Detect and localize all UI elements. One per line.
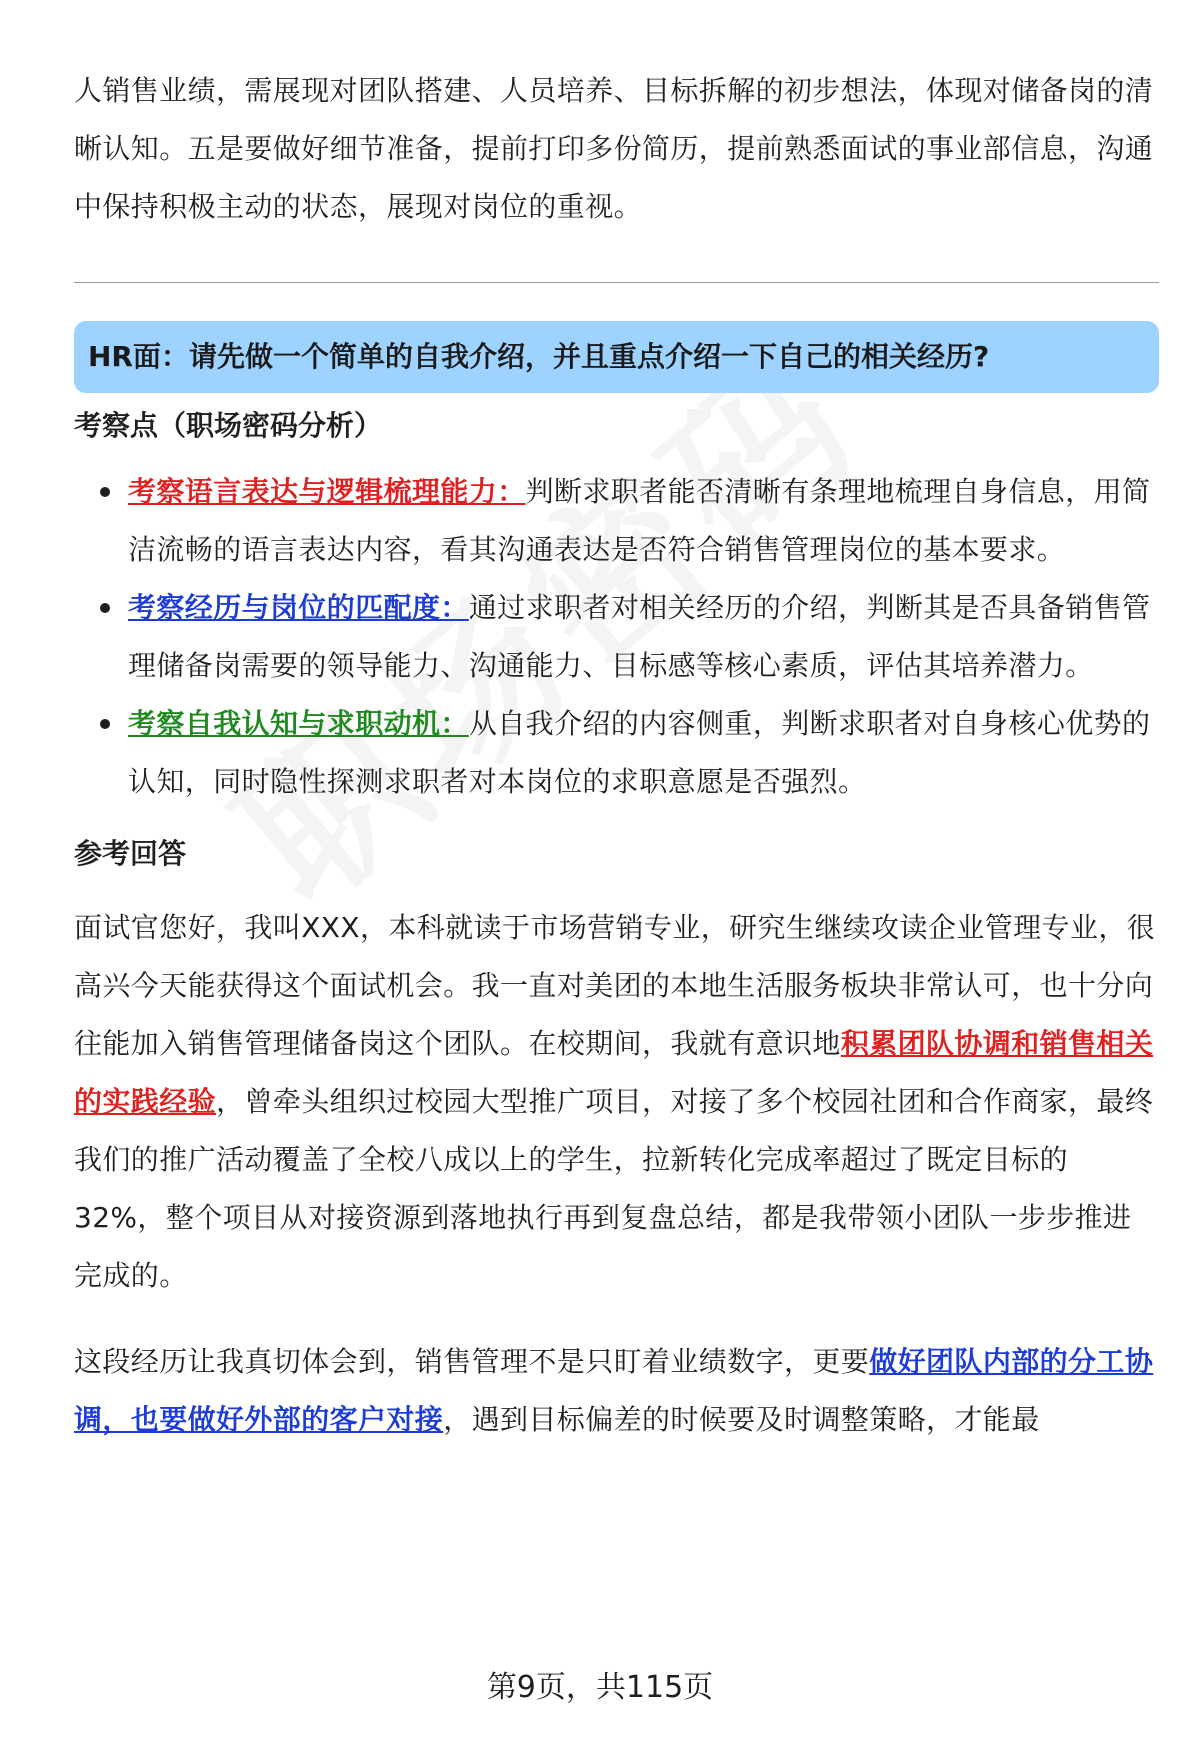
analysis-point <box>128 579 1159 695</box>
question-banner: HR面：请先做一个简单的自我介绍，并且重点介绍一下自己的相关经历? <box>74 321 1159 393</box>
answer-title: 参考回答 <box>74 837 187 870</box>
page-number: 第9页，共115页 <box>486 1670 714 1705</box>
analysis-text: 判断求职者能否清晰有条理地梳理自身信息，用简洁流畅的语言表达内容，看其沟通表达是否符合销售管理岗位的基本要求。 <box>128 475 1151 566</box>
answer-text: ，曾牵头组织过校园大型推广项目，对接了多个校园社团和合作商家，最终我们的推广活动覆盖了全校八成以上的学生，拉新转化完成率超过了既定目标的32%，整个项目从对接资源到落地执行再到复盘总结，都是我带领小团队一步步推进完成的。 <box>74 1085 1154 1292</box>
analysis-title: 考察点（职场密码分析） <box>74 409 383 442</box>
analysis-text: 通过求职者对相关经历的介绍，判断其是否具备销售管理储备岗需要的领导能力、沟通能力、目标感等核心素质，评估其培养潜力。 <box>128 591 1151 682</box>
answer-highlight[interactable]: 积累团队协调和销售相关的实践经验 <box>74 1027 1154 1118</box>
answer-paragraph-1 <box>74 899 1159 1305</box>
answer-text: ，遇到目标偏差的时候要及时调整策略，才能最 <box>443 1403 1040 1436</box>
analysis-point <box>128 695 1159 811</box>
answer-highlight[interactable]: 做好团队内部的分工协调，也要做好外部的客户对接 <box>74 1345 1154 1436</box>
document-body <box>74 62 1159 1449</box>
answer-text: 这段经历让我真切体会到，销售管理不是只盯着业绩数字，更要 <box>74 1345 870 1378</box>
analysis-point <box>128 463 1159 579</box>
answer-paragraph-2 <box>74 1333 1159 1449</box>
analysis-keyword[interactable]: 考察经历与岗位的匹配度： <box>128 591 469 624</box>
intro-paragraph: 人销售业绩，需展现对团队搭建、人员培养、目标拆解的初步想法，体现对储备岗的清晰认知。五是要做好细节准备，提前打印多份简历，提前熟悉面试的事业部信息，沟通中保持积极主动的状态，展现对岗位的重视。 <box>74 74 1154 223</box>
analysis-list <box>74 463 1159 811</box>
analysis-keyword[interactable]: 考察自我认知与求职动机： <box>128 707 469 740</box>
analysis-text: 从自我介绍的内容侧重，判断求职者对自身核心优势的认知，同时隐性探测求职者对本岗位的求职意愿是否强烈。 <box>128 707 1151 798</box>
answer-text: 面试官您好，我叫XXX，本科就读于市场营销专业，研究生继续攻读企业管理专业，很高兴今天能获得这个面试机会。我一直对美团的本地生活服务板块非常认可，也十分向往能加入销售管理储备岗这个团队。在校期间，我就有意识地 <box>74 911 1156 1060</box>
analysis-keyword[interactable]: 考察语言表达与逻辑梳理能力： <box>128 475 526 508</box>
section-divider <box>74 282 1159 283</box>
